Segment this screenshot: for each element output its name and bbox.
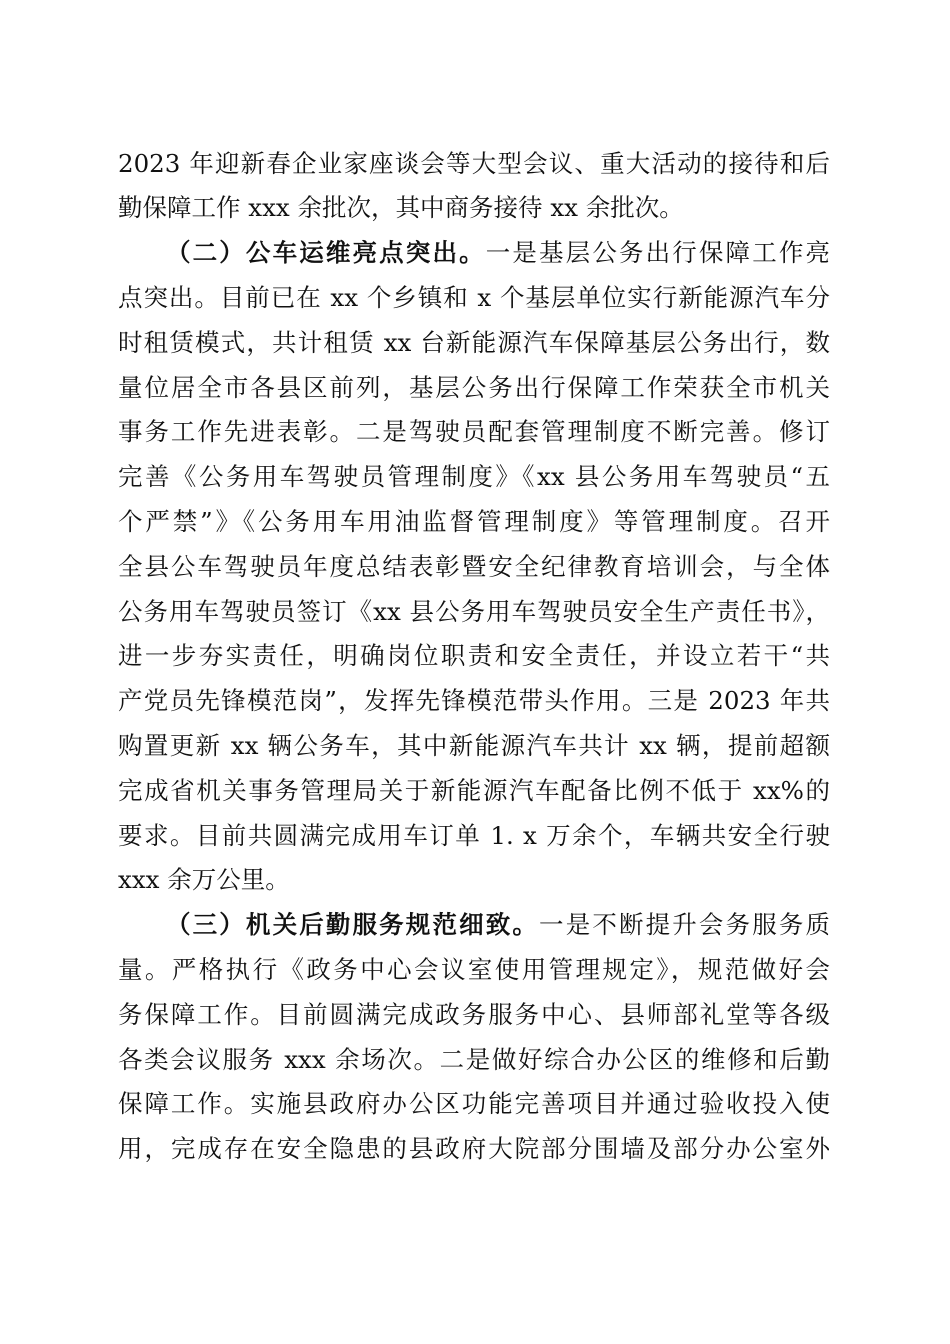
text-line-10: 全县公车驾驶员年度总结表彰暨安全纪律教育培训会，与全体 <box>118 552 830 581</box>
section-3-heading: （三）机关后勤服务规范细致。 <box>166 910 540 939</box>
text-line-8: 完善《公务用车驾驶员管理制度》《xx 县公务用车驾驶员“五 <box>118 462 830 491</box>
section-3-lead-text: 一是不断提升会务服务质 <box>539 910 830 939</box>
text-line-13: 产党员先锋模范岗”，发挥先锋模范带头作用。三是 2023 年共 <box>118 686 830 715</box>
text-line-9: 个严禁”》《公务用车用油监督管理制度》等管理制度。召开 <box>118 507 830 536</box>
text-line-4: 点突出。目前已在 xx 个乡镇和 x 个基层单位实行新能源汽车分 <box>118 283 830 312</box>
text-line-6: 量位居全市各县区前列，基层公务出行保障工作荣获全市机关 <box>118 373 830 402</box>
text-line-16: 要求。目前共圆满完成用车订单 1. x 万余个，车辆共安全行驶 <box>118 821 830 850</box>
text-line-5: 时租赁模式，共计租赁 xx 台新能源汽车保障基层公务出行，数 <box>118 328 830 357</box>
text-line-1: 2023 年迎新春企业家座谈会等大型会议、重大活动的接待和后 <box>118 149 830 178</box>
text-line-19: 量。严格执行《政务中心会议室使用管理规定》，规范做好会 <box>118 955 830 984</box>
text-line-14: 购置更新 xx 辆公务车，其中新能源汽车共计 xx 辆，提前超额 <box>118 731 830 760</box>
text-line-15: 完成省机关事务管理局关于新能源汽车配备比例不低于 xx%的 <box>118 776 830 805</box>
text-line-2: 勤保障工作 xxx 余批次，其中商务接待 xx 余批次。 <box>118 193 684 222</box>
section-2-heading: （二）公车运维亮点突出。 <box>166 238 486 267</box>
text-line-17: xxx 余万公里。 <box>118 865 290 894</box>
text-line-12: 进一步夯实责任，明确岗位职责和安全责任，并设立若干“共 <box>118 641 830 670</box>
text-line-7: 事务工作先进表彰。二是驾驶员配套管理制度不断完善。修订 <box>118 417 830 446</box>
section-2-first-line <box>166 231 830 275</box>
text-line-22: 保障工作。实施县政府办公区功能完善项目并通过验收投入使 <box>118 1089 830 1118</box>
text-line-23: 用，完成存在安全隐患的县政府大院部分围墙及部分办公室外 <box>118 1134 830 1163</box>
section-2-lead-text: 一是基层公务出行保障工作亮 <box>485 238 830 267</box>
text-line-20: 务保障工作。目前圆满完成政务服务中心、县师部礼堂等各级 <box>118 1000 830 1029</box>
section-3-first-line <box>166 903 830 947</box>
text-line-11: 公务用车驾驶员签订《xx 县公务用车驾驶员安全生产责任书》， <box>118 597 830 626</box>
text-line-21: 各类会议服务 xxx 余场次。二是做好综合办公区的维修和后勤 <box>118 1045 830 1074</box>
